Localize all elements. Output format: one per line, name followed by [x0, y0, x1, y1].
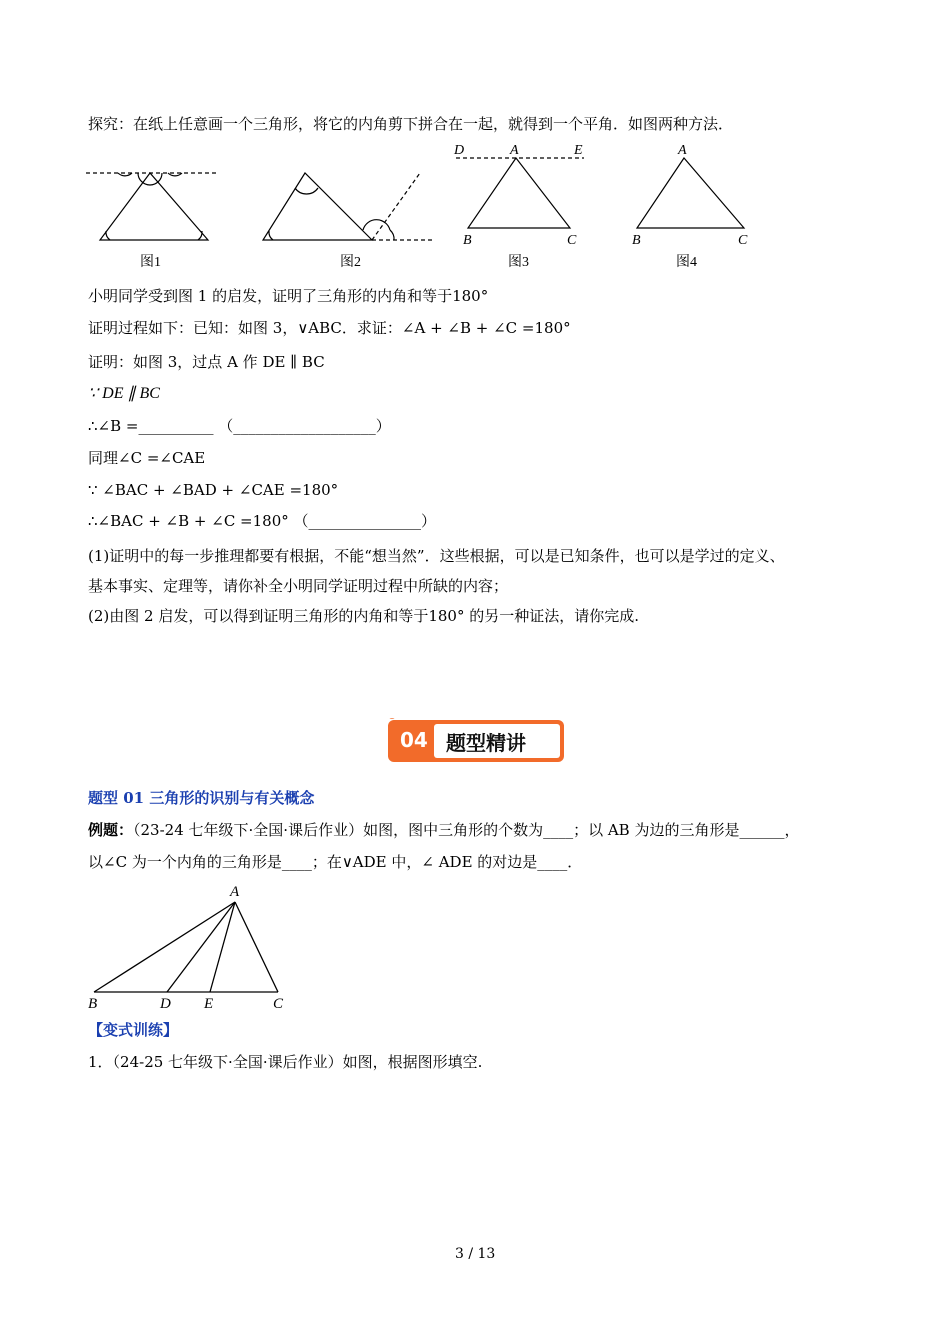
- fig4-label-a: A: [678, 143, 687, 158]
- variant-item-1: 1．（24-25 七年级下·全国·课后作业）如图，根据图形填空.: [88, 1053, 483, 1071]
- proof-line-3: 证明：如图 3，过点 A 作 DE ∥ BC: [88, 353, 325, 371]
- fig3-label-c: C: [567, 233, 577, 248]
- section-badge: [388, 718, 566, 764]
- question-1b: 基本事实、定理等，请你补全小明同学证明过程中所缺的内容；: [88, 577, 509, 595]
- caption-fig4: 图4: [676, 255, 697, 270]
- proof-line-6: 同理∠C =∠CAE: [88, 449, 206, 467]
- variant-heading: 【变式训练】: [88, 1021, 179, 1039]
- caption-fig2: 图2: [340, 255, 361, 270]
- figure-4: [637, 158, 744, 228]
- caption-fig1: 图1: [140, 255, 161, 270]
- fig3-label-b: B: [463, 233, 472, 248]
- figure-3: [456, 158, 584, 228]
- figures-row: [80, 140, 780, 275]
- example-label-c: C: [273, 996, 284, 1012]
- example-figure: [80, 880, 300, 1015]
- question-2: (2)由图 2 启发，可以得到证明三角形的内角和等于180° 的另一种证法，请你完成.: [88, 607, 639, 625]
- fig4-label-b: B: [632, 233, 641, 248]
- example-text-1: （23-24 七年级下·全国·课后作业）如图，图中三角形的个数为____；以 AB 为边的三角形是______，: [133, 821, 800, 839]
- example-label-e: E: [204, 996, 214, 1012]
- fig3-label-d: D: [454, 143, 465, 158]
- badge-title: 题型精讲: [446, 731, 526, 755]
- page-number: 3 / 13: [455, 1246, 496, 1262]
- example-line-2: 以∠C 为一个内角的三角形是____；在∨ADE 中，∠ ADE 的对边是____．: [88, 853, 583, 871]
- intro-text: 探究：在纸上任意画一个三角形，将它的内角剪下拼合在一起，就得到一个平角．如图两种方法．: [88, 115, 734, 133]
- example-label: 例题：: [88, 821, 134, 839]
- figure-1: [86, 173, 216, 240]
- proof-line-7: ∵ ∠BAC + ∠BAD + ∠CAE =180°: [88, 481, 339, 499]
- proof-line-4: ∵ DE ∥ BC: [88, 385, 160, 402]
- fig3-label-e: E: [574, 143, 583, 158]
- question-1a: (1)证明中的每一步推理都要有根据，不能“想当然”．这些根据，可以是已知条件，也可以是学过的定义、: [88, 547, 785, 565]
- example-line-1: [88, 820, 799, 840]
- proof-line-8: ∴∠BAC + ∠B + ∠C =180° （_______________）: [88, 512, 437, 530]
- figure-2: [263, 173, 435, 240]
- proof-line-1: 小明同学受到图 1 的启发，证明了三角形的内角和等于180°: [88, 287, 489, 305]
- fig4-label-c: C: [738, 233, 748, 248]
- proof-line-2: 证明过程如下：已知：如图 3，∨ABC．求证：∠A + ∠B + ∠C =180°: [88, 319, 571, 337]
- fig3-label-a: A: [510, 143, 519, 158]
- proof-line-5: ∴∠B =__________ （___________________）: [88, 417, 391, 435]
- example-label-d: D: [160, 996, 171, 1012]
- caption-fig3: 图3: [508, 255, 529, 270]
- example-label-b: B: [88, 996, 98, 1012]
- example-label-a: A: [230, 884, 240, 900]
- type-heading: 题型 01 三角形的识别与有关概念: [88, 789, 315, 807]
- badge-number: 04: [400, 728, 428, 752]
